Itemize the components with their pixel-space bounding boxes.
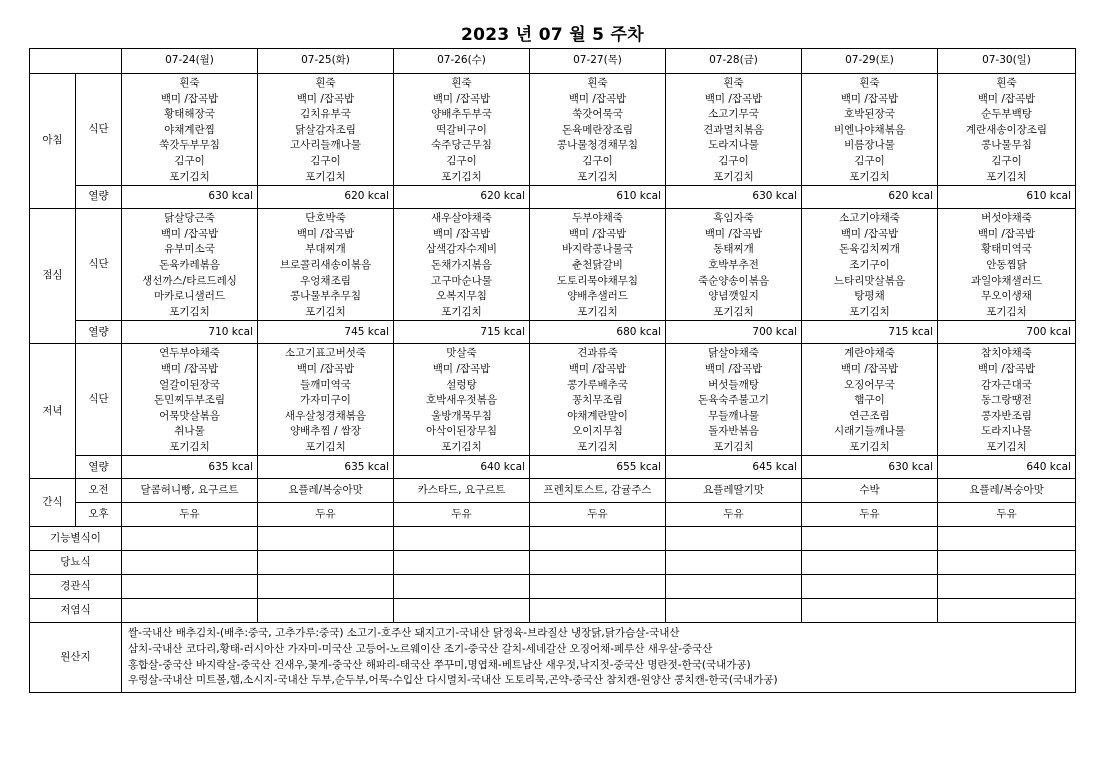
menu-item: 포기김치 (169, 440, 210, 453)
menu-item: 포기김치 (577, 305, 618, 318)
menu-item: 단호박죽 (305, 212, 346, 225)
menu-item: 포기김치 (986, 440, 1027, 453)
menu-item: 버섯야채죽 (981, 212, 1032, 225)
menu-item: 과일야채샐러드 (970, 274, 1042, 287)
meal-menu-cell (666, 209, 802, 321)
calorie-value: 715 kcal (802, 321, 938, 344)
diet-cell (938, 527, 1076, 551)
calorie-value: 635 kcal (258, 456, 394, 479)
dinner-kcal-row (30, 456, 1076, 479)
menu-item: 포기김치 (441, 170, 482, 183)
menu-item: 양념깻잎지 (708, 290, 759, 303)
diet-cell (802, 599, 938, 623)
menu-item: 포기김치 (441, 305, 482, 318)
calorie-value: 700 kcal (666, 321, 802, 344)
menu-item: 황태미역국 (981, 243, 1032, 256)
calorie-value: 620 kcal (802, 186, 938, 209)
lunch-kcal-row (30, 321, 1076, 344)
menu-item: 포기김치 (305, 170, 346, 183)
menu-item: 흰죽 (315, 77, 336, 89)
snack-pm-label: 오후 (76, 503, 122, 527)
calories-label: 열량 (76, 321, 122, 344)
menu-item: 참치야채죽 (981, 347, 1032, 360)
diet-cell (530, 551, 666, 575)
diet-label-diabetic: 당뇨식 (30, 551, 122, 575)
header-row (30, 49, 1076, 74)
menu-item: 취나물 (174, 425, 205, 438)
menu-item: 바지락콩나물국 (561, 243, 633, 256)
diet-cell (394, 527, 530, 551)
menu-item: 콩자반조림 (981, 409, 1032, 422)
calorie-value: 610 kcal (938, 186, 1076, 209)
menu-item: 백미 /잡곡밥 (432, 227, 491, 240)
diet-cell (258, 551, 394, 575)
menu-item: 가자미구이 (300, 394, 351, 407)
calorie-value: 620 kcal (258, 186, 394, 209)
menu-item: 흰죽 (179, 77, 200, 89)
menu-item: 들깨미역국 (300, 378, 351, 391)
menu-item: 김구이 (174, 154, 205, 167)
menu-item: 콩나물무침 (981, 139, 1032, 152)
menu-item: 야채계란말이 (567, 409, 628, 422)
snack-am-item: 요플레딸기맛 (666, 479, 802, 503)
menu-item: 백미 /잡곡밥 (840, 227, 899, 240)
diet-cell (802, 551, 938, 575)
origin-line: 삼치-국내산 코다리,황태-러시아산 가자미-미국산 고등어-노르웨이산 조기-중국산 갈치-세네갈산 오징어채-페루산 새우살-중국산 (128, 643, 713, 656)
meal-menu-cell (666, 74, 802, 186)
calorie-value: 645 kcal (666, 456, 802, 479)
menu-item: 삼색감자수제비 (425, 243, 497, 256)
menu-item: 백미 /잡곡밥 (568, 227, 627, 240)
diet-cell (802, 575, 938, 599)
meal-menu-cell (530, 74, 666, 186)
diet-row-low_salt (30, 599, 1076, 623)
menu-item: 고구마순나물 (431, 274, 492, 287)
calorie-value: 610 kcal (530, 186, 666, 209)
snack-am-item: 카스타드, 요구르트 (394, 479, 530, 503)
menu-item: 도라지나물 (708, 139, 759, 152)
menu-item: 백미 /잡곡밥 (840, 362, 899, 375)
menu-item: 버섯들깨탕 (708, 378, 759, 391)
menu-item: 설렁탕 (446, 378, 477, 391)
menu-item: 동태찌개 (713, 243, 754, 256)
menu-item: 돈육카레볶음 (159, 258, 220, 271)
menu-item: 양배추샐러드 (567, 290, 628, 303)
menu-item: 돈육메란장조림 (561, 123, 633, 136)
menu-item: 견과류죽 (577, 347, 618, 360)
diet-cell (938, 599, 1076, 623)
meal-menu-cell (258, 344, 394, 456)
day-header: 07-24(월) (122, 49, 258, 74)
menu-item: 돈육숙주불고기 (697, 394, 769, 407)
menu-item: 백미 /잡곡밥 (296, 227, 355, 240)
menu-item: 고사리들깨나물 (289, 139, 361, 152)
snack-am-item: 요플레/복숭아맛 (258, 479, 394, 503)
breakfast-label: 아침 (30, 74, 76, 209)
meal-menu-cell (122, 344, 258, 456)
menu-item: 백미 /잡곡밥 (977, 92, 1036, 105)
menu-item: 김구이 (310, 154, 341, 167)
meal-menu-cell (530, 209, 666, 321)
menu-item: 호박부추전 (708, 258, 759, 271)
menu-item: 새우살청경채볶음 (284, 409, 367, 422)
menu-item: 숙주당근무침 (431, 139, 492, 152)
menu-item: 소고기야채죽 (839, 212, 900, 225)
menu-item: 포기김치 (986, 305, 1027, 318)
calories-label: 열량 (76, 186, 122, 209)
origin-line: 쌀-국내산 배추김치-(배추:중국, 고추가루:중국) 소고기-호주산 돼지고기-국내산 닭정육-브라질산 냉장닭,닭가슴살-국내산 (128, 627, 680, 640)
snack-am-item: 수박 (802, 479, 938, 503)
day-header: 07-27(목) (530, 49, 666, 74)
meal-menu-cell (802, 344, 938, 456)
menu-item: 백미 /잡곡밥 (840, 92, 899, 105)
diet-cell (530, 599, 666, 623)
origin-line: 홍합살-중국산 바지락살-중국산 건새우,꽃게-중국산 해파리-태국산 쭈꾸미,명엽채-베트남산 새우젓,낙지젓-중국산 명란젓-한국(국내가공) (128, 658, 751, 671)
menu-item: 부대찌개 (305, 243, 346, 256)
menu-item: 조기구이 (849, 258, 890, 271)
menu-item: 포기김치 (169, 305, 210, 318)
calorie-value: 640 kcal (938, 456, 1076, 479)
origin-text (122, 623, 1076, 692)
menu-item: 동그랑땡전 (981, 394, 1032, 407)
diet-cell (666, 599, 802, 623)
diet-cell (122, 527, 258, 551)
menu-item: 포기김치 (305, 305, 346, 318)
diet-cell (530, 575, 666, 599)
menu-item: 맛살죽 (446, 347, 477, 360)
meal-menu-cell (394, 209, 530, 321)
menu-item: 아삭이된장무침 (425, 425, 497, 438)
menu-item: 포기김치 (713, 305, 754, 318)
calorie-value: 745 kcal (258, 321, 394, 344)
calorie-value: 700 kcal (938, 321, 1076, 344)
origin-row (30, 623, 1076, 692)
menu-item: 닭살야채죽 (708, 347, 759, 360)
menu-item: 포기김치 (441, 440, 482, 453)
menu-item: 오징어무국 (844, 378, 895, 391)
menu-item: 백미 /잡곡밥 (160, 227, 219, 240)
diet-cell (938, 575, 1076, 599)
menu-item: 연근조림 (849, 409, 890, 422)
menu-item: 울방개묵무침 (431, 409, 492, 422)
lunch-label: 점심 (30, 209, 76, 344)
diet-cell (530, 527, 666, 551)
day-header: 07-29(토) (802, 49, 938, 74)
meal-menu-cell (394, 344, 530, 456)
menu-item: 감자근대국 (981, 378, 1032, 391)
day-header: 07-28(금) (666, 49, 802, 74)
lunch-menu-row (30, 209, 1076, 321)
diet-label-low-salt: 저염식 (30, 599, 122, 623)
menu-item: 소고기무국 (708, 108, 759, 121)
menu-item: 포기김치 (849, 305, 890, 318)
day-header: 07-30(일) (938, 49, 1076, 74)
diet-cell (666, 575, 802, 599)
diet-cell (938, 551, 1076, 575)
menu-item: 백미 /잡곡밥 (296, 362, 355, 375)
menu-item: 백미 /잡곡밥 (432, 362, 491, 375)
menu-item: 콩나물청경채무침 (556, 139, 639, 152)
menu-item: 순두부백탕 (981, 108, 1032, 121)
snack-pm-item: 두유 (666, 503, 802, 527)
dinner-label: 저녁 (30, 344, 76, 479)
menu-item: 포기김치 (169, 170, 210, 183)
menu-item: 소고기표고버섯죽 (284, 347, 367, 360)
snack-am-row (30, 479, 1076, 503)
menu-item: 양배추두부국 (431, 108, 492, 121)
calorie-value: 710 kcal (122, 321, 258, 344)
menu-item: 양배추찜 / 쌈장 (289, 425, 362, 438)
menu-item: 생선까스/타르드레싱 (142, 274, 237, 287)
diet-cell (122, 599, 258, 623)
meal-menu-cell (938, 74, 1076, 186)
snack-am-item: 요플레/복숭아맛 (938, 479, 1076, 503)
menu-item: 호박새우젓볶음 (425, 394, 497, 407)
menu-item: 무들깨나물 (708, 409, 759, 422)
snack-pm-item: 두유 (394, 503, 530, 527)
snack-pm-row (30, 503, 1076, 527)
menu-item: 어묵맛살볶음 (159, 409, 220, 422)
menu-item: 백미 /잡곡밥 (568, 362, 627, 375)
menu-item: 포기김치 (305, 440, 346, 453)
menu-label: 식단 (76, 209, 122, 321)
snack-pm-item: 두유 (938, 503, 1076, 527)
menu-item: 백미 /잡곡밥 (704, 227, 763, 240)
menu-item: 무오이생채 (981, 290, 1032, 303)
calorie-value: 620 kcal (394, 186, 530, 209)
meal-menu-cell (122, 74, 258, 186)
menu-label: 식단 (76, 344, 122, 456)
calorie-value: 640 kcal (394, 456, 530, 479)
meal-menu-cell (938, 344, 1076, 456)
snack-am-label: 오전 (76, 479, 122, 503)
menu-item: 도라지나물 (981, 425, 1032, 438)
menu-item: 시래기들깨나물 (833, 425, 905, 438)
menu-item: 연두부야채죽 (159, 347, 220, 360)
menu-item: 포기김치 (986, 170, 1027, 183)
calorie-value: 630 kcal (666, 186, 802, 209)
menu-item: 포기김치 (849, 440, 890, 453)
menu-label: 식단 (76, 74, 122, 186)
menu-item: 김구이 (854, 154, 885, 167)
calorie-value: 680 kcal (530, 321, 666, 344)
diet-cell (802, 527, 938, 551)
day-header: 07-25(화) (258, 49, 394, 74)
diet-row-tube (30, 575, 1076, 599)
menu-item: 탕평채 (854, 290, 885, 303)
diet-cell (258, 575, 394, 599)
menu-item: 흑임자죽 (713, 212, 754, 225)
menu-item: 흰죽 (996, 77, 1017, 89)
menu-item: 춘천닭갈비 (572, 258, 623, 271)
menu-item: 황태해장국 (164, 108, 215, 121)
snack-am-item: 프렌치토스트, 감귤주스 (530, 479, 666, 503)
meal-menu-cell (530, 344, 666, 456)
menu-item: 돈육김치찌개 (839, 243, 900, 256)
origin-line: 우렁살-국내산 미트볼,햄,소시지-국내산 두부,순두부,어묵-수입산 다시멸치-국내산 도토리묵,곤약-중국산 참치캔-원양산 콩치캔-한국(국내가공) (128, 674, 778, 687)
menu-item: 계란야채죽 (844, 347, 895, 360)
menu-item: 안동찜닭 (986, 258, 1027, 271)
menu-item: 포기김치 (713, 170, 754, 183)
snack-pm-item: 두유 (122, 503, 258, 527)
diet-cell (122, 575, 258, 599)
origin-label: 원산지 (30, 623, 122, 692)
menu-item: 오이지무침 (572, 425, 623, 438)
menu-item: 백미 /잡곡밥 (704, 92, 763, 105)
menu-item: 브로콜리새송이볶음 (279, 258, 372, 271)
menu-item: 흰죽 (723, 77, 744, 89)
snack-label: 간식 (30, 479, 76, 527)
menu-item: 비름장나물 (844, 139, 895, 152)
page-title: 2023 년 07 월 5 주차 (461, 25, 644, 45)
menu-item: 죽순양송이볶음 (697, 274, 769, 287)
menu-item: 돈민찌두부조림 (153, 394, 225, 407)
meal-menu-cell (122, 209, 258, 321)
dinner-menu-row (30, 344, 1076, 456)
meal-menu-cell (666, 344, 802, 456)
snack-am-item: 달콤허니빵, 요구르트 (122, 479, 258, 503)
menu-item: 김구이 (582, 154, 613, 167)
menu-item: 호박된장국 (844, 108, 895, 121)
calorie-value: 655 kcal (530, 456, 666, 479)
menu-item: 돌자반볶음 (708, 425, 759, 438)
snack-pm-item: 두유 (530, 503, 666, 527)
menu-item: 백미 /잡곡밥 (160, 362, 219, 375)
diet-label-functional: 기능별식이 (30, 527, 122, 551)
menu-item: 흰죽 (859, 77, 880, 89)
diet-cell (666, 527, 802, 551)
menu-item: 포기김치 (577, 440, 618, 453)
menu-item: 백미 /잡곡밥 (296, 92, 355, 105)
menu-item: 유부미소국 (164, 243, 215, 256)
menu-item: 오복지무침 (436, 290, 487, 303)
menu-item: 두부야채죽 (572, 212, 623, 225)
menu-item: 견과멸치볶음 (703, 123, 764, 136)
diet-cell (666, 551, 802, 575)
menu-item: 콩가루배추국 (567, 378, 628, 391)
meal-menu-cell (258, 209, 394, 321)
snack-pm-item: 두유 (802, 503, 938, 527)
day-header: 07-26(수) (394, 49, 530, 74)
menu-item: 쑥갓두부무침 (159, 139, 220, 152)
menu-item: 흰죽 (587, 77, 608, 89)
menu-item: 닭살당근죽 (164, 212, 215, 225)
menu-item: 꽁치무조림 (572, 394, 623, 407)
diet-cell (258, 599, 394, 623)
header-blank (30, 49, 122, 74)
diet-row-functional (30, 527, 1076, 551)
diet-label-tube: 경관식 (30, 575, 122, 599)
calorie-value: 630 kcal (802, 456, 938, 479)
menu-item: 포기김치 (577, 170, 618, 183)
menu-item: 백미 /잡곡밥 (977, 227, 1036, 240)
diet-cell (258, 527, 394, 551)
calorie-value: 630 kcal (122, 186, 258, 209)
menu-item: 백미 /잡곡밥 (568, 92, 627, 105)
menu-item: 떡갈비구이 (436, 123, 487, 136)
diet-cell (122, 551, 258, 575)
menu-item: 백미 /잡곡밥 (160, 92, 219, 105)
menu-item: 김치유부국 (300, 108, 351, 121)
diet-cell (394, 551, 530, 575)
meal-menu-cell (802, 74, 938, 186)
meal-menu-cell (394, 74, 530, 186)
menu-item: 쑥갓어묵국 (572, 108, 623, 121)
calories-label: 열량 (76, 456, 122, 479)
menu-item: 닭살감자조림 (295, 123, 356, 136)
meal-menu-cell (938, 209, 1076, 321)
menu-item: 흰죽 (451, 77, 472, 89)
meal-menu-cell (258, 74, 394, 186)
menu-item: 포기김치 (849, 170, 890, 183)
menu-item: 백미 /잡곡밥 (977, 362, 1036, 375)
menu-item: 야채계란찜 (164, 123, 215, 136)
menu-item: 백미 /잡곡밥 (432, 92, 491, 105)
diet-cell (394, 599, 530, 623)
menu-item: 도토리묵야채무침 (556, 274, 639, 287)
breakfast-menu-row (30, 74, 1076, 186)
calorie-value: 635 kcal (122, 456, 258, 479)
menu-item: 김구이 (991, 154, 1022, 167)
menu-item: 마카로니샐러드 (153, 290, 225, 303)
calorie-value: 715 kcal (394, 321, 530, 344)
menu-item: 백미 /잡곡밥 (704, 362, 763, 375)
menu-item: 새우살야채죽 (431, 212, 492, 225)
menu-item: 김구이 (718, 154, 749, 167)
menu-item: 얼갈이된장국 (159, 378, 220, 391)
snack-pm-item: 두유 (258, 503, 394, 527)
breakfast-kcal-row (30, 186, 1076, 209)
menu-item: 콩나물부추무침 (289, 290, 361, 303)
menu-item: 돈채가지볶음 (431, 258, 492, 271)
weekly-menu-table (29, 48, 1076, 693)
menu-item: 포기김치 (713, 440, 754, 453)
menu-item: 비엔나야채볶음 (833, 123, 905, 136)
menu-item: 김구이 (446, 154, 477, 167)
diet-cell (394, 575, 530, 599)
menu-item: 느타리맛살볶음 (833, 274, 905, 287)
meal-menu-cell (802, 209, 938, 321)
menu-item: 우엉채조림 (300, 274, 351, 287)
menu-item: 계란새송이장조림 (965, 123, 1048, 136)
diet-row-diabetic (30, 551, 1076, 575)
menu-item: 햄구이 (854, 394, 885, 407)
